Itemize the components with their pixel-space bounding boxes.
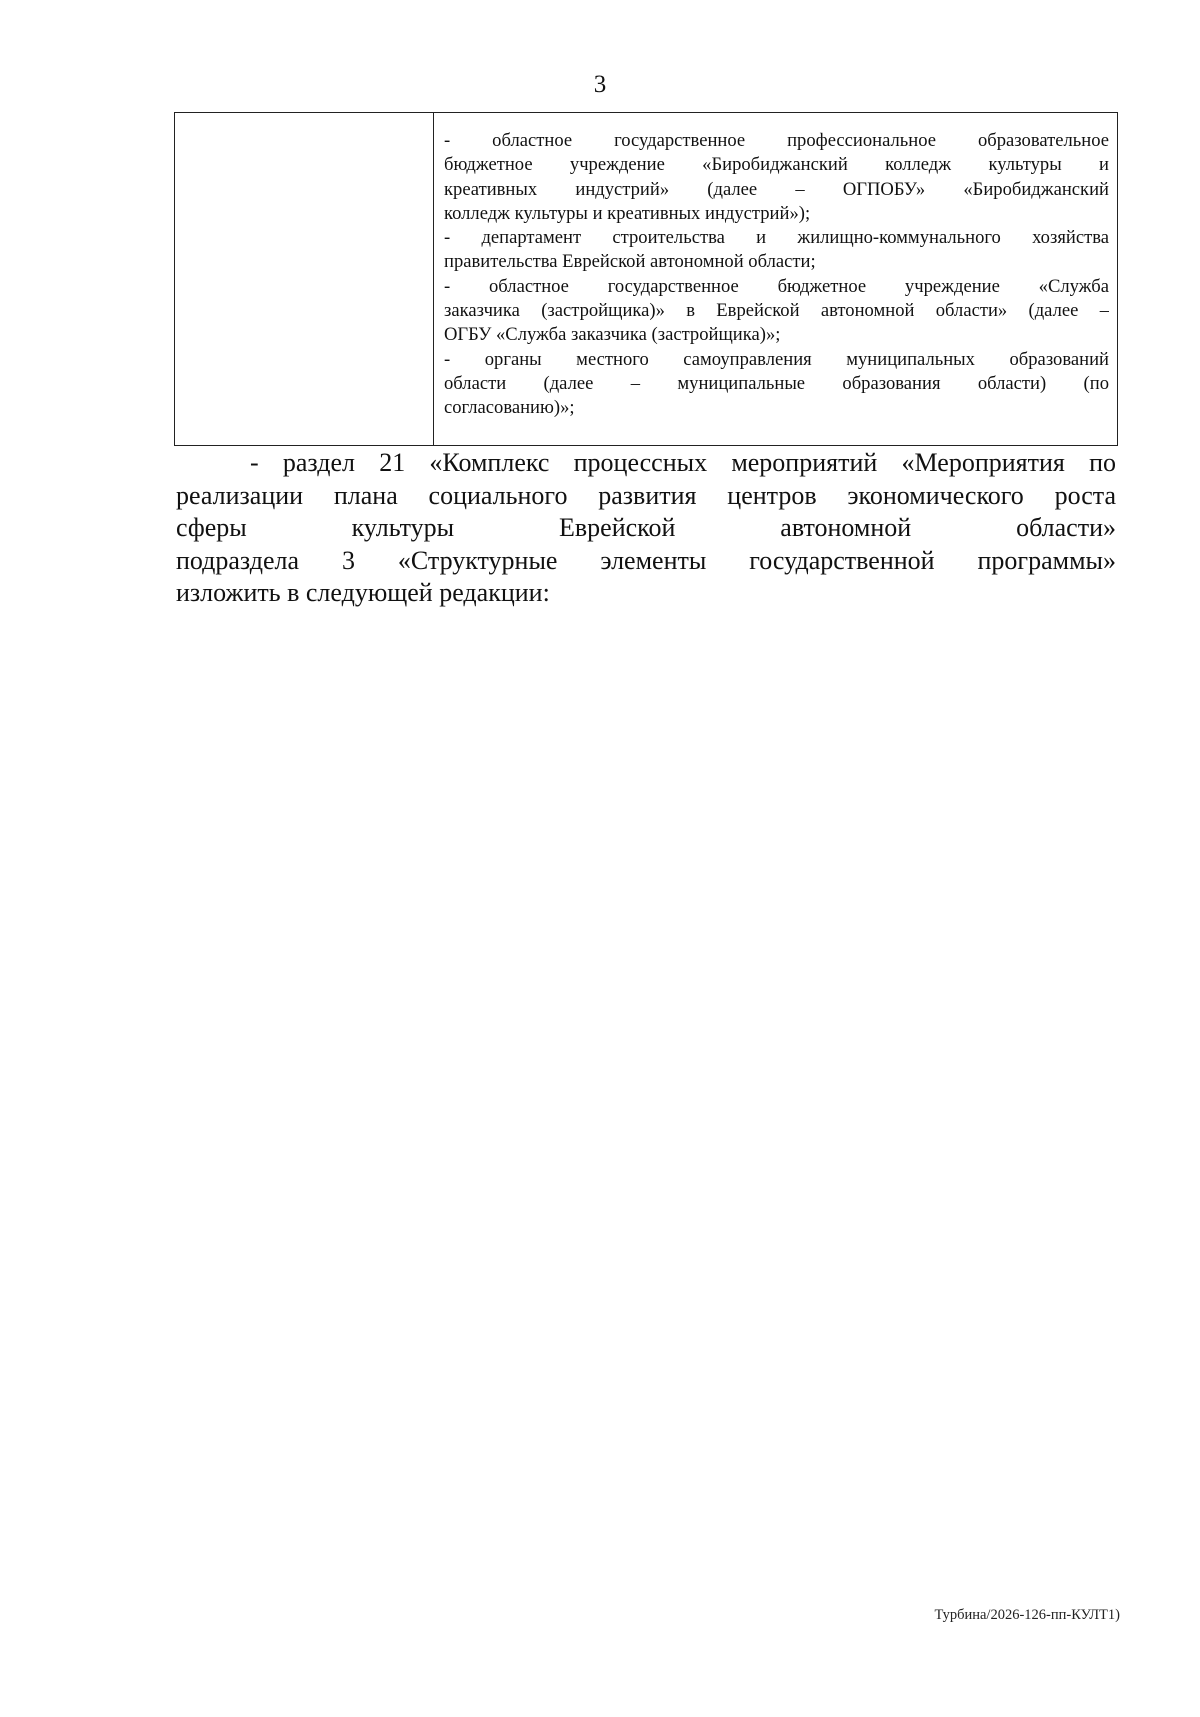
table-cell-line: правительства Еврейской автономной области;: [444, 251, 816, 273]
table-cell-line: согласованию)»;: [444, 397, 575, 419]
page-number: 3: [593, 71, 607, 98]
table-cell-line: креативных индустрий» (далее – ОГПОБУ» «Биробиджанский: [444, 178, 1109, 200]
body-line: - раздел 21 «Комплекс процессных мероприятий «Мероприятия по: [250, 448, 1116, 477]
table-cell-line: бюджетное учреждение «Биробиджанский колледж культуры и: [444, 154, 1109, 176]
table-cell-line: заказчика (застройщика)» в Еврейской автономной области» (далее –: [444, 300, 1109, 322]
responsible-executors-table: [174, 112, 1118, 446]
table-cell-line: ОГБУ «Служба заказчика (застройщика)»;: [444, 324, 781, 346]
table-cell-line: - областное государственное профессиональное образовательное: [444, 130, 1109, 151]
table-row: [175, 113, 1118, 446]
table-cell-left: [175, 113, 434, 446]
body-paragraph: [176, 447, 1116, 610]
table-cell-line: колледж культуры и креативных индустрий»);: [444, 202, 811, 224]
table-cell-line: - органы местного самоуправления муниципальных образований: [444, 348, 1109, 370]
footer-document-code: Турбина/2026-126-пп-КУЛТ1): [934, 1607, 1120, 1623]
body-line: подраздела 3 «Структурные элементы государственной программы»: [176, 545, 1116, 575]
body-line: реализации плана социального развития центров экономического роста: [176, 480, 1116, 510]
table-cell-line: - департамент строительства и жилищно-коммунального хозяйства: [444, 227, 1109, 249]
body-line: изложить в следующей редакции:: [176, 578, 550, 608]
body-line: сферы культуры Еврейской автономной области»: [176, 513, 1116, 543]
table-cell-line: - областное государственное бюджетное учреждение «Служба: [444, 275, 1109, 297]
table-cell-right: [434, 113, 1118, 446]
table-cell-line: области (далее – муниципальные образования области) (по: [444, 372, 1109, 394]
